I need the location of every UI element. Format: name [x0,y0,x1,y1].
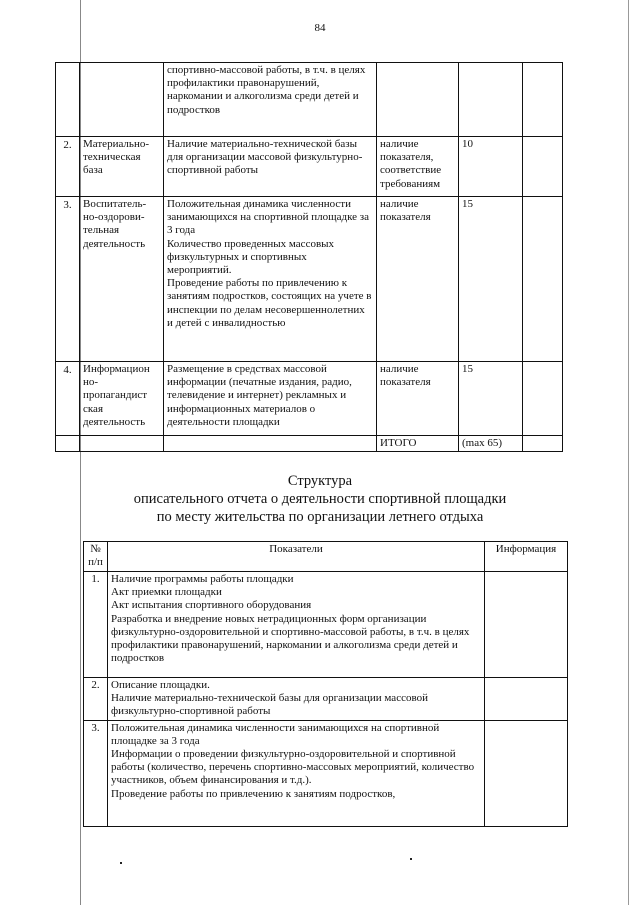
header-indicators: Показатели [108,542,485,572]
measure-cell: наличие показателя [377,362,459,436]
table-row [84,572,568,678]
indicator-cell: Положительная динамика численности занимающихся на спортивной площадке за 3 года Информации о проведении физкультурно-оздоровительной и спортивной работы (количество, перечень спортивно-массовых мероприятий, количество участников, объем финансирования и т.д.). Проведение работы по привлечению к занятиям подростков, [108,720,485,826]
header-info: Информация [485,542,568,572]
criterion-cell: Материально- техническая база [80,137,164,197]
row-number: 2. [84,678,108,721]
header-row [84,542,568,572]
content-cell: Положительная динамика численности занимающихся на спортивной площадке за 3 года Количество проведенных массовых физкультурных и спортивных мероприятий. Проведение работы по привлечению к занятиям подростков, состоящих на учете в инспекции по делам несовершеннолетних и детей с инвалидностью [164,197,377,362]
content-cell: Наличие материально-технической базы для организации массовой физкультурно-спортивной работы [164,137,377,197]
empty-cell [523,197,563,362]
empty-cell [523,436,563,452]
content-cell [164,436,377,452]
row-number [56,63,80,137]
measure-cell [377,63,459,137]
table-row [56,63,563,137]
empty-cell [523,137,563,197]
total-row [56,436,563,452]
row-number: 3. [56,197,80,362]
heading-line: по месту жительства по организации летнего отдыха [156,509,484,525]
score-cell: 10 [459,137,523,197]
row-number: 2. [56,137,80,197]
empty-cell [523,362,563,436]
criterion-cell: Информацион но- пропагандист ская деятельность [80,362,164,436]
indicator-cell: Наличие программы работы площадки Акт приемки площадки Акт испытания спортивного оборудования Разработка и внедрение новых нетрадиционных форм организации физкультурно-оздоровительной и спортивно-массовой работы, в т.ч. в целях профилактики правонарушений, наркомании и алкоголизма среди детей и подростков [108,572,485,678]
section-heading [0,472,640,526]
heading-line: описательного отчета о деятельности спортивной площадки [133,491,507,507]
table-row [56,137,563,197]
criteria-table [55,62,563,452]
content-cell: Размещение в средствах массовой информации (печатные издания, радио, телевидение и интернет) рекламных и информационных материалов о деятельности площадки [164,362,377,436]
indicator-cell: Описание площадки. Наличие материально-технической базы для организации массовой физкультурно-спортивной работы [108,678,485,721]
scan-speck [120,862,122,864]
total-label: ИТОГО [377,436,459,452]
score-cell: 15 [459,197,523,362]
row-number: 1. [84,572,108,678]
table-row [84,720,568,826]
info-cell [485,720,568,826]
total-score: (max 65) [459,436,523,452]
scan-edge-right [628,0,629,905]
measure-cell: наличие показателя [377,197,459,362]
report-structure-table [83,541,568,827]
row-number [56,436,80,452]
table-row [56,197,563,362]
row-number: 4. [56,362,80,436]
page-number: 84 [314,22,326,34]
score-cell [459,63,523,137]
content-cell: спортивно-массовой работы, в т.ч. в целях профилактики правонарушений, наркомании и алкоголизма среди детей и подростков [164,63,377,137]
score-cell: 15 [459,362,523,436]
header-number: № п/п [84,542,108,572]
info-cell [485,678,568,721]
scan-speck [410,858,412,860]
empty-cell [523,63,563,137]
heading-line: Структура [287,473,353,489]
table-row [56,362,563,436]
measure-cell: наличие показателя, соответствие требованиям [377,137,459,197]
criterion-cell [80,436,164,452]
table-row [84,678,568,721]
criterion-cell: Воспитатель- но-оздорови- тельная деятельность [80,197,164,362]
info-cell [485,572,568,678]
row-number: 3. [84,720,108,826]
criterion-cell [80,63,164,137]
